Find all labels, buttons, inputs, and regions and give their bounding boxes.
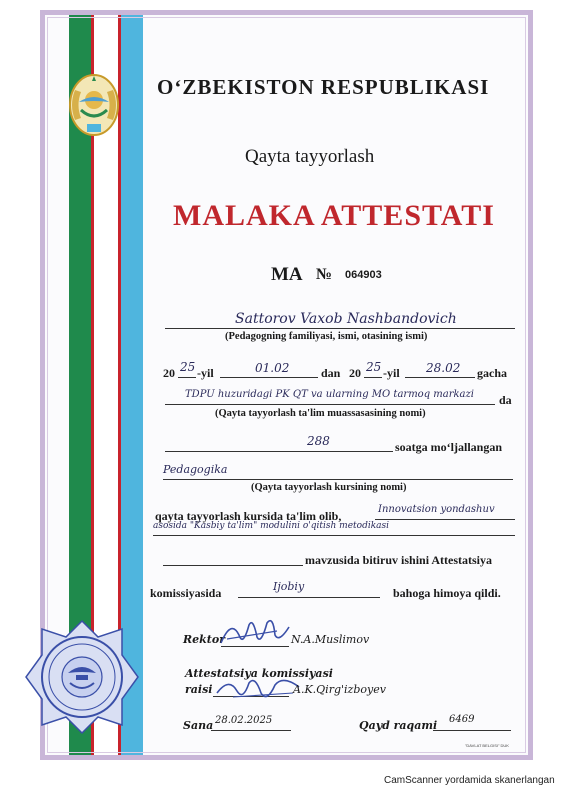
year-to: 25 [366,360,382,374]
institution-caption: (Qayta tayyorlash ta'lim muassasasining nomi) [215,408,426,419]
thesis-topic-line1-rule [375,519,515,520]
thesis-lead: qayta tayyorlash kursida ta'lim olib, [155,509,342,523]
number-sign: № [316,266,333,283]
date-value: 28.02.2025 [215,715,273,726]
grade-lead: komissiyasida [150,586,222,600]
dan-label: dan [321,366,341,380]
institution-line [165,404,495,405]
holder-name-line [165,328,515,329]
thesis-topic-line2: asosida "Kasbiy ta'lim" modulini o'qitish metodikasi [153,521,390,531]
holder-caption: (Pedagogning familiyasi, ismi, otasining ismi) [225,331,428,342]
program-title: Qayta tayyorlash [245,146,375,167]
year-from: 25 [180,360,196,374]
commission-title: Attestatsiya komissiyasi [185,667,333,680]
scanner-note: CamScanner yordamida skanerlangan [384,775,555,786]
registration-value: 6469 [449,714,475,725]
certificate-series: MA [271,264,303,285]
year-prefix-from: 20 [163,366,175,380]
course-line [163,479,513,480]
hours-line [165,451,393,452]
rektor-label: Rektor [183,633,225,646]
rektor-signature [217,613,297,653]
date-from-line [220,377,318,378]
grade-line [238,597,380,598]
year-prefix-to: 20 [349,366,361,380]
hours-suffix: soatga mo‘ljallangan [395,440,503,454]
chair-signature [213,667,303,707]
date-to: 28.02 [426,361,461,375]
year-to-line [364,377,382,378]
thesis-topic-line2-rule [153,535,515,536]
yil-label-from: -yil [197,366,214,380]
institution-name: TDPU huzuridagi PK QT va ularning MO tarmoq markazi [185,389,474,400]
rektor-name: N.A.Muslimov [291,633,370,646]
grade-suffix: bahoga himoya qildi. [393,586,501,600]
printer-mark: "DAVLAT BELGISI" DUK [465,743,509,748]
grade-value: Ijobiy [273,580,305,593]
registration-label: Qayd raqami [359,719,438,732]
year-from-line [178,377,196,378]
thesis-topic-line1: Innovatsion yondashuv [378,504,495,515]
date-label: Sana [183,719,214,732]
thesis-suffix: mavzusida bitiruv ishini Attestatsiya [305,553,493,567]
chair-name: A.K.Qirg'izboyev [293,683,386,696]
date-from: 01.02 [255,361,290,375]
state-emblem-icon [65,70,123,140]
country-name: O‘ZBEKISTON RESPUBLIKASI [157,75,490,99]
gacha-label: gacha [477,366,507,380]
registration-line [433,730,511,731]
yil-label-to: -yil [383,366,400,380]
certificate-number: 064903 [345,269,382,281]
official-seal-icon [22,617,142,737]
course-caption: (Qayta tayyorlash kursining nomi) [251,482,407,493]
certificate-title: MALAKA ATTESTATI [173,199,495,232]
date-to-line [405,377,475,378]
date-line [211,730,291,731]
holder-name: Sattorov Vaxob Nashbandovich [235,311,457,327]
hours-value: 288 [307,434,330,448]
institution-suffix: da [499,393,512,407]
commission-chair-label: raisi [185,683,213,696]
course-name: Pedagogika [163,463,228,476]
thesis-topic-line3-rule [163,565,303,566]
